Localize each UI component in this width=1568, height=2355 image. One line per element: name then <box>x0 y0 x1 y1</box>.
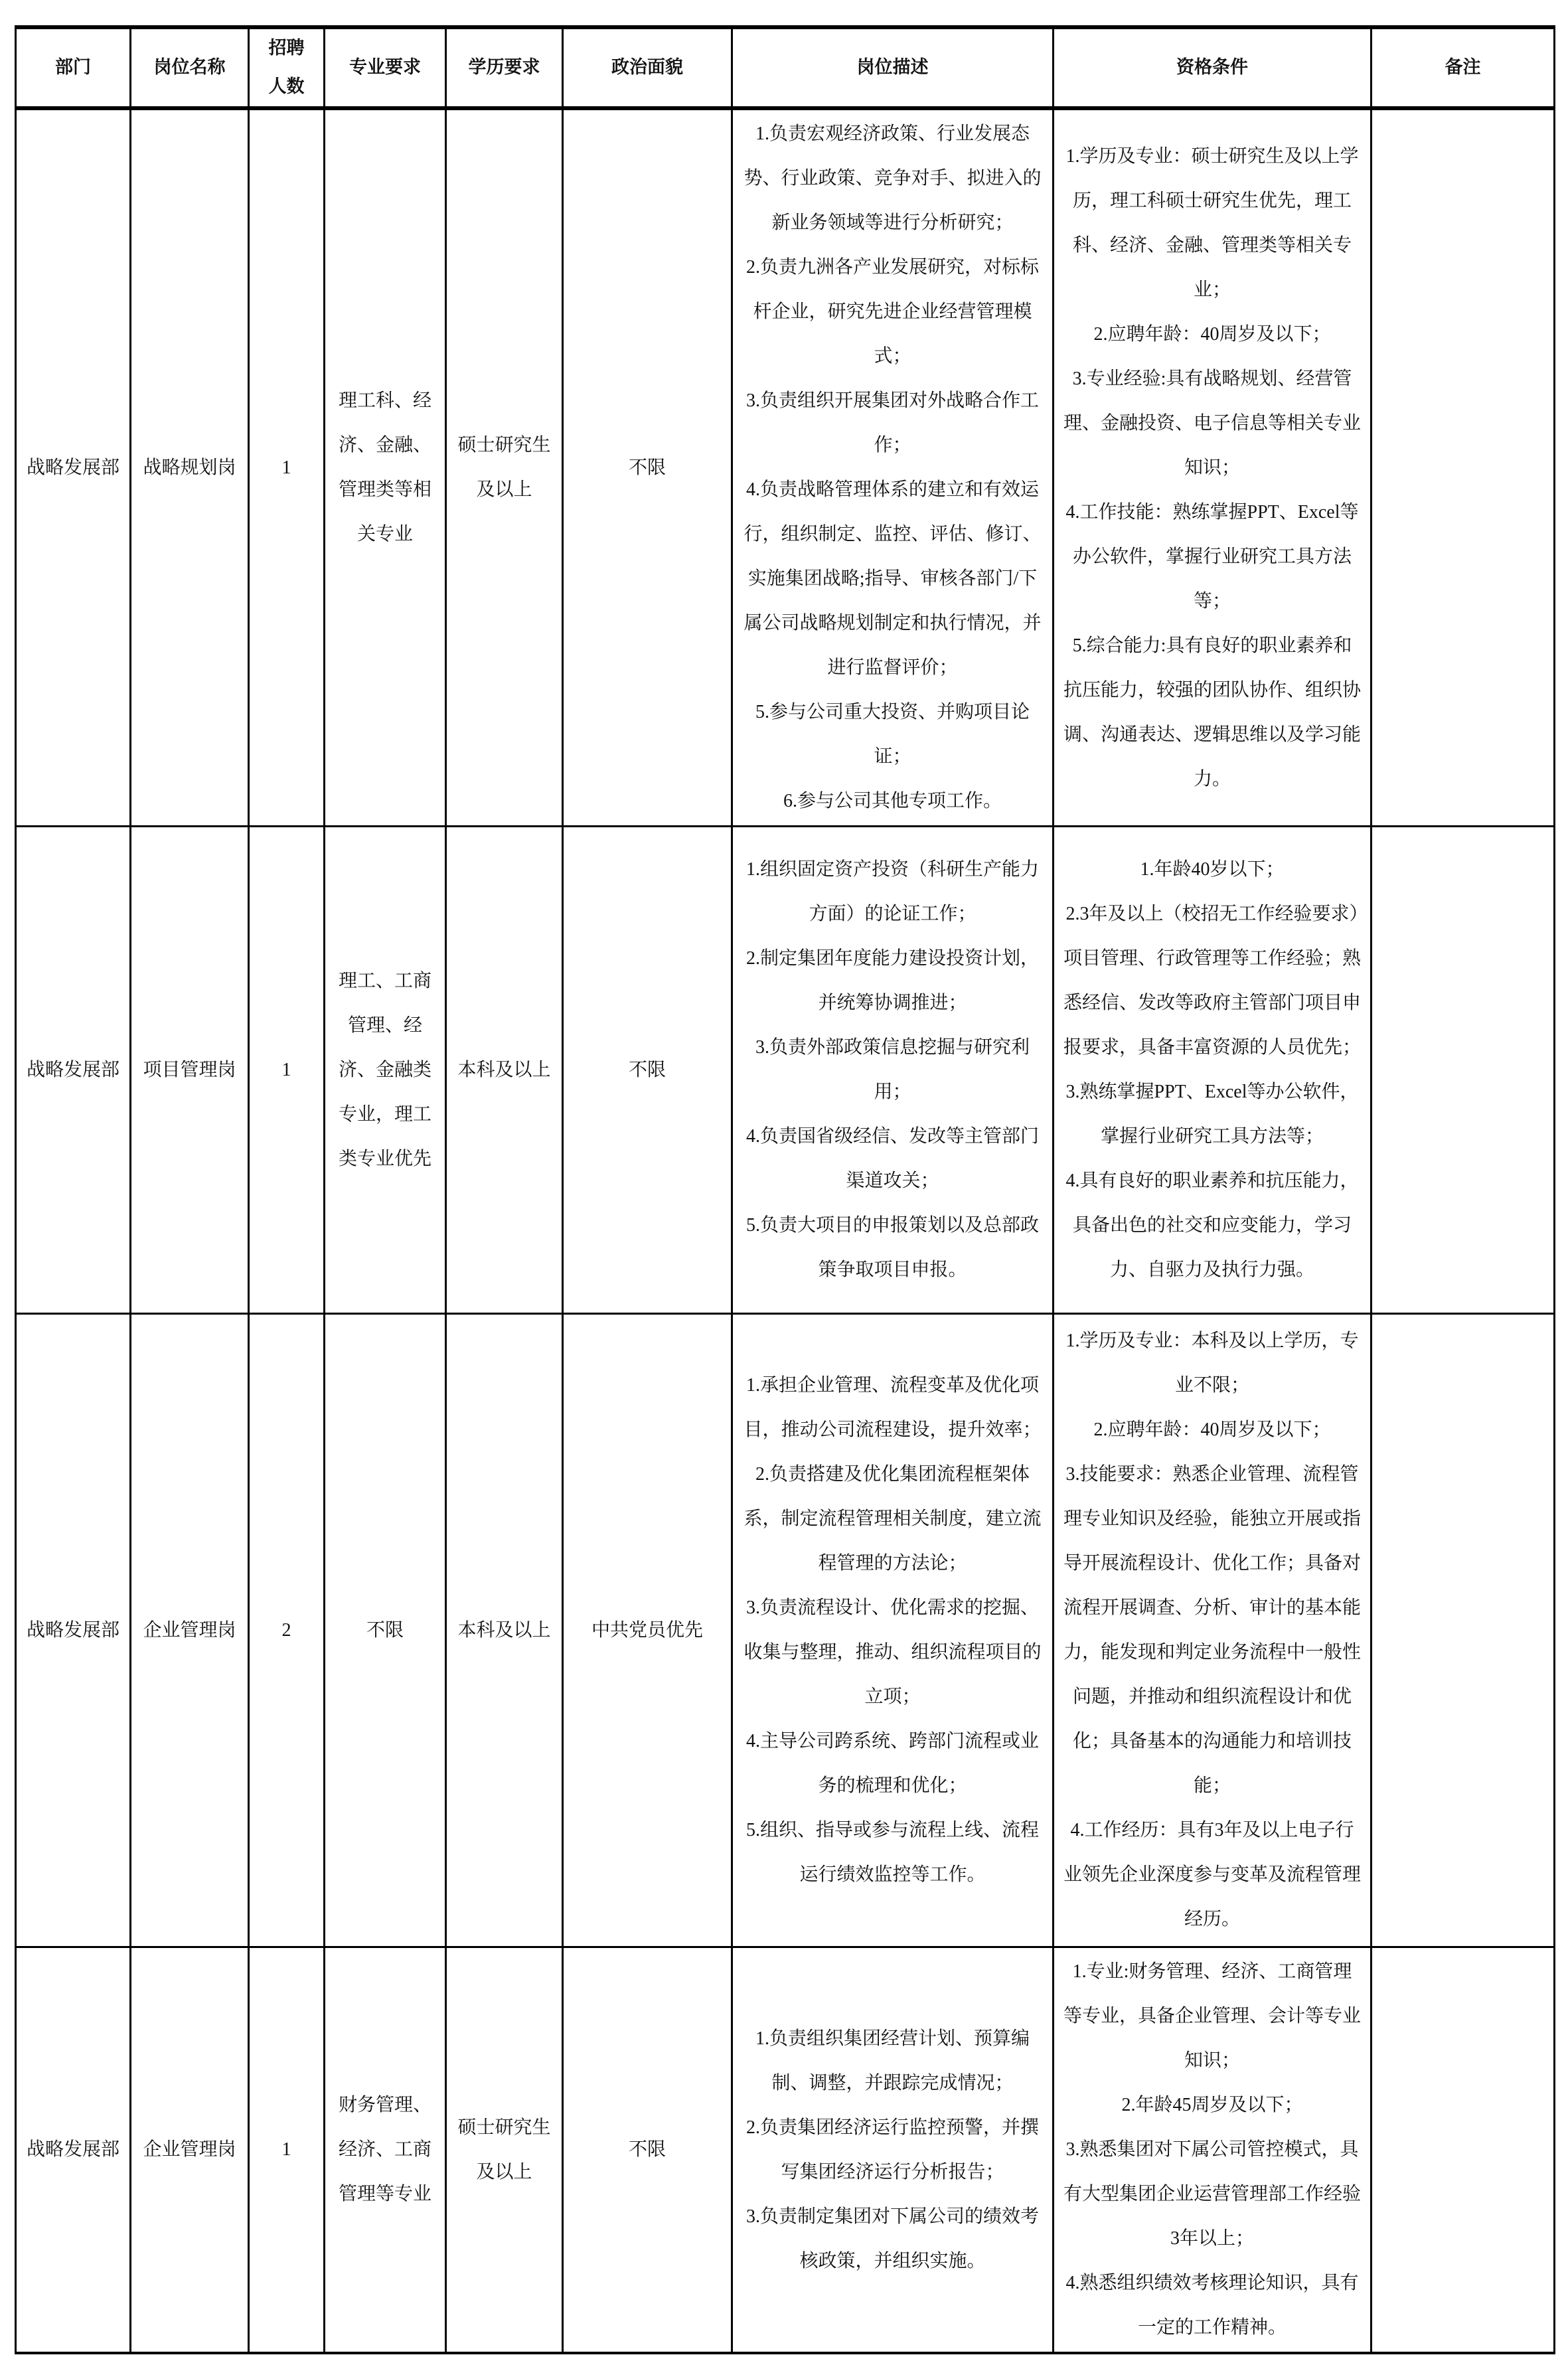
cell-education: 硕士研究生及以上 <box>446 1947 563 2353</box>
cell-qualifications <box>1054 1947 1372 2353</box>
cell-department: 战略发展部 <box>16 1947 131 2353</box>
cell-remarks <box>1372 1313 1555 1947</box>
cell-headcount: 1 <box>249 1947 325 2353</box>
description-item: 1.组织固定资产投资（科研生产能力方面）的论证工作； <box>745 859 1039 924</box>
qualification-item: 2.3年及以上（校招无工作经验要求）项目管理、行政管理等工作经验；熟悉经信、发改等政府主管部门项目申报要求，具备丰富资源的人员优先； <box>1063 904 1362 1058</box>
cell-description <box>732 1313 1054 1947</box>
cell-position: 企业管理岗 <box>131 1313 249 1947</box>
description-item: 5.参与公司重大投资、并购项目论证； <box>755 702 1030 768</box>
header-description: 岗位描述 <box>732 27 1054 108</box>
header-political: 政治面貌 <box>563 27 732 108</box>
table-row <box>16 1313 1555 1947</box>
cell-department: 战略发展部 <box>16 826 131 1313</box>
cell-headcount: 1 <box>249 108 325 826</box>
description-item: 3.负责组织开展集团对外战略合作工作； <box>745 390 1039 456</box>
description-item: 2.负责集团经济运行监控预警，并撰写集团经济运行分析报告； <box>745 2117 1039 2182</box>
qualification-item: 4.工作经历：具有3年及以上电子行业领先企业深度参与变革及流程管理经历。 <box>1063 1820 1362 1929</box>
cell-position: 项目管理岗 <box>131 826 249 1313</box>
description-item: 3.负责流程设计、优化需求的挖掘、收集与整理，推动、组织流程项目的立项； <box>744 1597 1042 1707</box>
qualification-item: 1.专业:财务管理、经济、工商管理等专业，具备企业管理、会计等专业知识； <box>1063 1961 1362 2071</box>
qualification-item: 1.学历及专业：本科及以上学历，专业不限； <box>1065 1331 1359 1396</box>
description-item: 2.负责九洲各产业发展研究，对标标杆企业，研究先进企业经营管理模式； <box>745 257 1039 367</box>
cell-qualifications <box>1054 108 1372 826</box>
qualification-item: 1.学历及专业：硕士研究生及以上学历，理工科硕士研究生优先，理工科、经济、金融、管理类等相关专业； <box>1065 145 1359 300</box>
description-item: 2.负责搭建及优化集团流程框架体系，制定流程管理相关制度，建立流程管理的方法论； <box>744 1464 1042 1574</box>
description-item: 5.负责大项目的申报策划以及总部政策争取项目申报。 <box>745 1215 1039 1280</box>
cell-remarks <box>1372 1947 1555 2353</box>
cell-political: 不限 <box>563 108 732 826</box>
header-major: 专业要求 <box>325 27 446 108</box>
description-item: 5.组织、指导或参与流程上线、流程运行绩效监控等工作。 <box>745 1820 1039 1885</box>
cell-position: 战略规划岗 <box>131 108 249 826</box>
cell-political: 中共党员优先 <box>563 1313 732 1947</box>
description-item: 1.负责组织集团经营计划、预算编制、调整，并跟踪完成情况； <box>755 2028 1030 2093</box>
header-department: 部门 <box>16 27 131 108</box>
qualification-item: 4.工作技能：熟练掌握PPT、Excel等办公软件，掌握行业研究工具方法等； <box>1065 501 1359 611</box>
header-position: 岗位名称 <box>131 27 249 108</box>
qualification-item: 3.专业经验:具有战略规划、经营管理、金融投资、电子信息等相关专业知识； <box>1063 368 1362 478</box>
cell-department: 战略发展部 <box>16 1313 131 1947</box>
cell-description <box>732 1947 1054 2353</box>
description-item: 1.承担企业管理、流程变革及优化项目，推动公司流程建设，提升效率； <box>744 1375 1042 1440</box>
cell-education: 本科及以上 <box>446 826 563 1313</box>
table-row <box>16 1947 1555 2353</box>
cell-remarks <box>1372 108 1555 826</box>
qualification-item: 2.年龄45周岁及以下； <box>1121 2095 1303 2116</box>
cell-position: 企业管理岗 <box>131 1947 249 2353</box>
description-item: 3.负责外部政策信息挖掘与研究利用； <box>755 1037 1030 1102</box>
cell-major: 财务管理、经济、工商管理等专业 <box>325 1947 446 2353</box>
qualification-item: 3.熟练掌握PPT、Excel等办公软件，掌握行业研究工具方法等； <box>1065 1082 1359 1147</box>
description-item: 4.主导公司跨系统、跨部门流程或业务的梳理和优化； <box>745 1731 1039 1796</box>
qualification-item: 4.熟悉组织绩效考核理论知识，具有一定的工作精神。 <box>1065 2273 1359 2338</box>
cell-qualifications <box>1054 826 1372 1313</box>
cell-major: 不限 <box>325 1313 446 1947</box>
qualification-item: 3.技能要求：熟悉企业管理、流程管理专业知识及经验，能独立开展或指导开展流程设计、优化工作；具备对流程开展调查、分析、审计的基本能力，能发现和判定业务流程中一般性问题，并推动和组织流程设计和优化；具备基本的沟通能力和培训技能； <box>1063 1464 1362 1796</box>
header-headcount <box>249 27 325 108</box>
header-education: 学历要求 <box>446 27 563 108</box>
recruitment-table <box>15 25 1555 2354</box>
description-item: 2.制定集团年度能力建设投资计划，并统筹协调推进； <box>745 948 1039 1013</box>
description-item: 4.负责国省级经信、发改等主管部门渠道攻关； <box>745 1126 1039 1191</box>
header-remarks: 备注 <box>1372 27 1555 108</box>
description-item: 6.参与公司其他专项工作。 <box>783 791 1002 812</box>
cell-department: 战略发展部 <box>16 108 131 826</box>
cell-qualifications <box>1054 1313 1372 1947</box>
description-item: 4.负责战略管理体系的建立和有效运行，组织制定、监控、评估、修订、实施集团战略;指导、审核各部门/下属公司战略规划制定和执行情况，并进行监督评价； <box>744 479 1042 679</box>
qualification-item: 4.具有良好的职业素养和抗压能力，具备出色的社交和应变能力，学习力、自驱力及执行力强。 <box>1065 1171 1359 1280</box>
cell-major: 理工、工商管理、经济、金融类专业，理工类专业优先 <box>325 826 446 1313</box>
qualification-item: 3.熟悉集团对下属公司管控模式，具有大型集团企业运营管理部工作经验3年以上； <box>1063 2139 1362 2249</box>
description-item: 1.负责宏观经济政策、行业发展态势、行业政策、竞争对手、拟进入的新业务领域等进行分析研究； <box>744 123 1042 234</box>
qualification-item: 5.综合能力:具有良好的职业素养和抗压能力，较强的团队协作、组织协调、沟通表达、逻辑思维以及学习能力。 <box>1063 635 1362 789</box>
cell-political: 不限 <box>563 826 732 1313</box>
cell-headcount: 1 <box>249 826 325 1313</box>
table-row <box>16 108 1555 826</box>
header-headcount-label: 招聘人数 <box>268 38 305 97</box>
cell-description <box>732 826 1054 1313</box>
cell-headcount: 2 <box>249 1313 325 1947</box>
cell-education: 硕士研究生及以上 <box>446 108 563 826</box>
qualification-item: 2.应聘年龄：40周岁及以下； <box>1093 1420 1331 1440</box>
table-row <box>16 826 1555 1313</box>
header-row <box>16 27 1555 108</box>
cell-description <box>732 108 1054 826</box>
qualification-item: 2.应聘年龄：40周岁及以下； <box>1093 323 1331 345</box>
description-item: 3.负责制定集团对下属公司的绩效考核政策，并组织实施。 <box>745 2206 1039 2271</box>
qualification-item: 1.年龄40岁以下； <box>1140 859 1285 880</box>
header-qualifications: 资格条件 <box>1054 27 1372 108</box>
cell-major: 理工科、经济、金融、管理类等相关专业 <box>325 108 446 826</box>
cell-remarks <box>1372 826 1555 1313</box>
cell-political: 不限 <box>563 1947 732 2353</box>
cell-education: 本科及以上 <box>446 1313 563 1947</box>
